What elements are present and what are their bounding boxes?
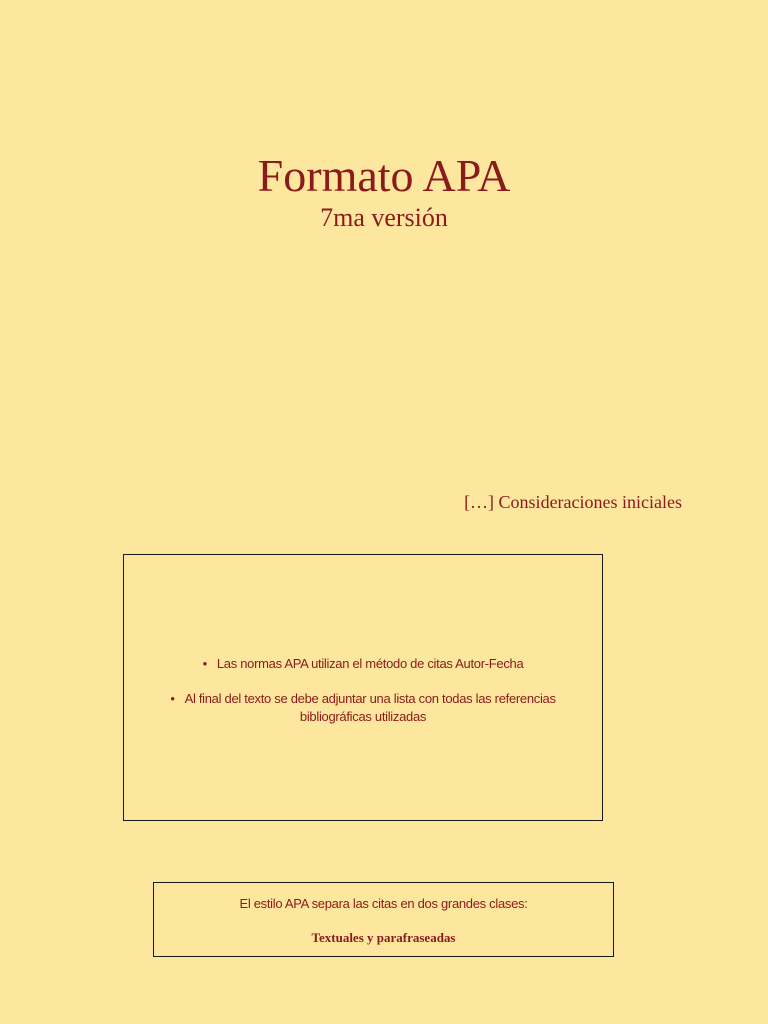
list-item <box>154 655 572 673</box>
document-title: Formato APA <box>257 150 511 201</box>
bullet-icon: • <box>170 691 175 706</box>
considerations-box <box>123 554 603 821</box>
citation-classes-bold: Textuales y parafraseadas <box>311 930 456 945</box>
citation-classes-text: El estilo APA separa las citas en dos grandes clases: <box>239 896 528 911</box>
citation-classes-box <box>153 882 614 957</box>
document-subtitle: 7ma versión <box>320 203 448 232</box>
list-item-text: Al final del texto se debe adjuntar una lista con todas las referencias bibliográficas utilizadas <box>184 691 556 724</box>
considerations-list <box>124 655 602 743</box>
list-item-text: Las normas APA utilizan el método de citas Autor-Fecha <box>216 656 524 671</box>
bullet-icon: • <box>202 656 207 671</box>
list-item <box>154 690 572 726</box>
section-heading: […] Consideraciones iniciales <box>464 492 682 512</box>
